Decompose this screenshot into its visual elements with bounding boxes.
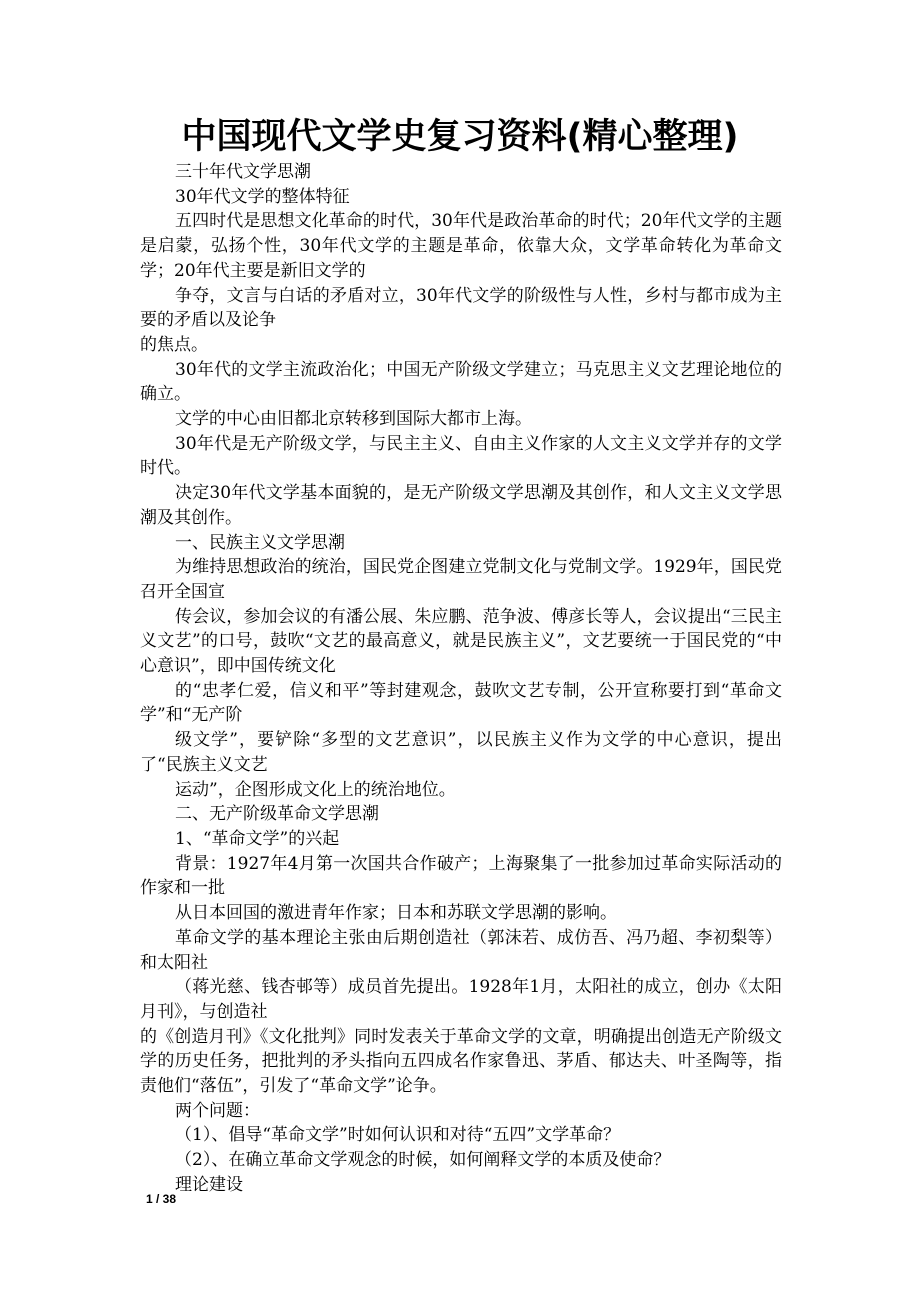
- paragraph: 争夺，文言与白话的矛盾对立，30年代文学的阶级性与人性，乡村与都市成为主要的矛盾以及论争: [140, 285, 782, 331]
- subsection-heading: 1、“革命文学”的兴起: [175, 828, 340, 849]
- document-body: [140, 160, 782, 1198]
- paragraph: 从日本回国的激进青年作家；日本和苏联文学思潮的影响。: [175, 903, 617, 924]
- paragraph: 30年代文学的整体特征: [175, 186, 350, 207]
- paragraph: 的焦点。: [140, 334, 208, 355]
- paragraph: 背景：1927年4月第一次国共合作破产；上海聚集了一批参加过革命实际活动的作家和一批: [140, 853, 782, 899]
- paragraph: 三十年代文学思潮: [175, 162, 311, 182]
- paragraph: 运动”，企图形成文化上的统治地位。: [175, 779, 456, 800]
- list-item: （2）、在确立革命文学观念的时候，如何阐释文学的本质及使命？: [175, 1150, 671, 1171]
- paragraph: （蒋光慈、钱杏邨等）成员首先提出。1928年1月，太阳社的成立，创办《太阳月刊》，与创造社: [140, 977, 782, 1022]
- paragraph: 的《创造月刊》《文化批判》同时发表关于革命文学的文章，明确提出创造无产阶级文学的历史任务，把批判的矛头指向五四成名作家鲁迅、茅盾、郁达夫、叶圣陶等，指责他们“落伍”，引发了“革命文学”论争。: [140, 1026, 782, 1097]
- paragraph: 文学的中心由旧都北京转移到国际大都市上海。: [175, 409, 532, 430]
- paragraph: 为维持思想政治的统治，国民党企图建立党制文化与党制文学。1929年，国民党召开全国宣: [140, 557, 782, 602]
- list-item: （1）、倡导“革命文学”时如何认识和对待“五四”文学革命？: [175, 1125, 621, 1146]
- paragraph: 传会议，参加会议的有潘公展、朱应鹏、范争波、傅彦长等人，会议提出“三民主义文艺”的口号，鼓吹“文艺的最高意义，就是民族主义”，文艺要统一于国民党的“中心意识”，即中国传统文化: [140, 606, 782, 677]
- paragraph: 30年代的文学主流政治化；中国无产阶级文学建立；马克思主义文艺理论地位的确立。: [140, 359, 782, 405]
- paragraph: 革命文学的基本理论主张由后期创造社（郭沫若、成仿吾、冯乃超、李初梨等）和太阳社: [140, 927, 782, 973]
- paragraph: 五四时代是思想文化革命的时代，30年代是政治革命的时代；20年代文学的主题是启蒙，弘扬个性，30年代文学的主题是革命，依靠大众，文学革命转化为革命文学；20年代主要是新旧文学的: [140, 211, 782, 281]
- section-heading: 二、无产阶级革命文学思潮: [175, 804, 379, 825]
- paragraph: 决定30年代文学基本面貌的，是无产阶级文学思潮及其创作，和人文主义文学思潮及其创作。: [140, 483, 782, 528]
- page-number: 1 / 38: [146, 1192, 177, 1206]
- paragraph: 两个问题：: [175, 1100, 260, 1121]
- paragraph: 30年代是无产阶级文学，与民主主义、自由主义作家的人文主义文学并存的文学时代。: [140, 433, 782, 479]
- section-heading: 一、民族主义文学思潮: [175, 532, 345, 553]
- paragraph: 理论建设: [175, 1174, 243, 1195]
- paragraph: 的“忠孝仁爱，信义和平”等封建观念，鼓吹文艺专制，公开宣称要打到“革命文学”和“无产阶: [140, 680, 782, 726]
- document-title: 中国现代文学史复习资料(精心整理): [181, 117, 739, 157]
- paragraph: 级文学”，要铲除“多型的文艺意识”，以民族主义作为文学的中心意识，提出了“民族主义文艺: [140, 730, 782, 775]
